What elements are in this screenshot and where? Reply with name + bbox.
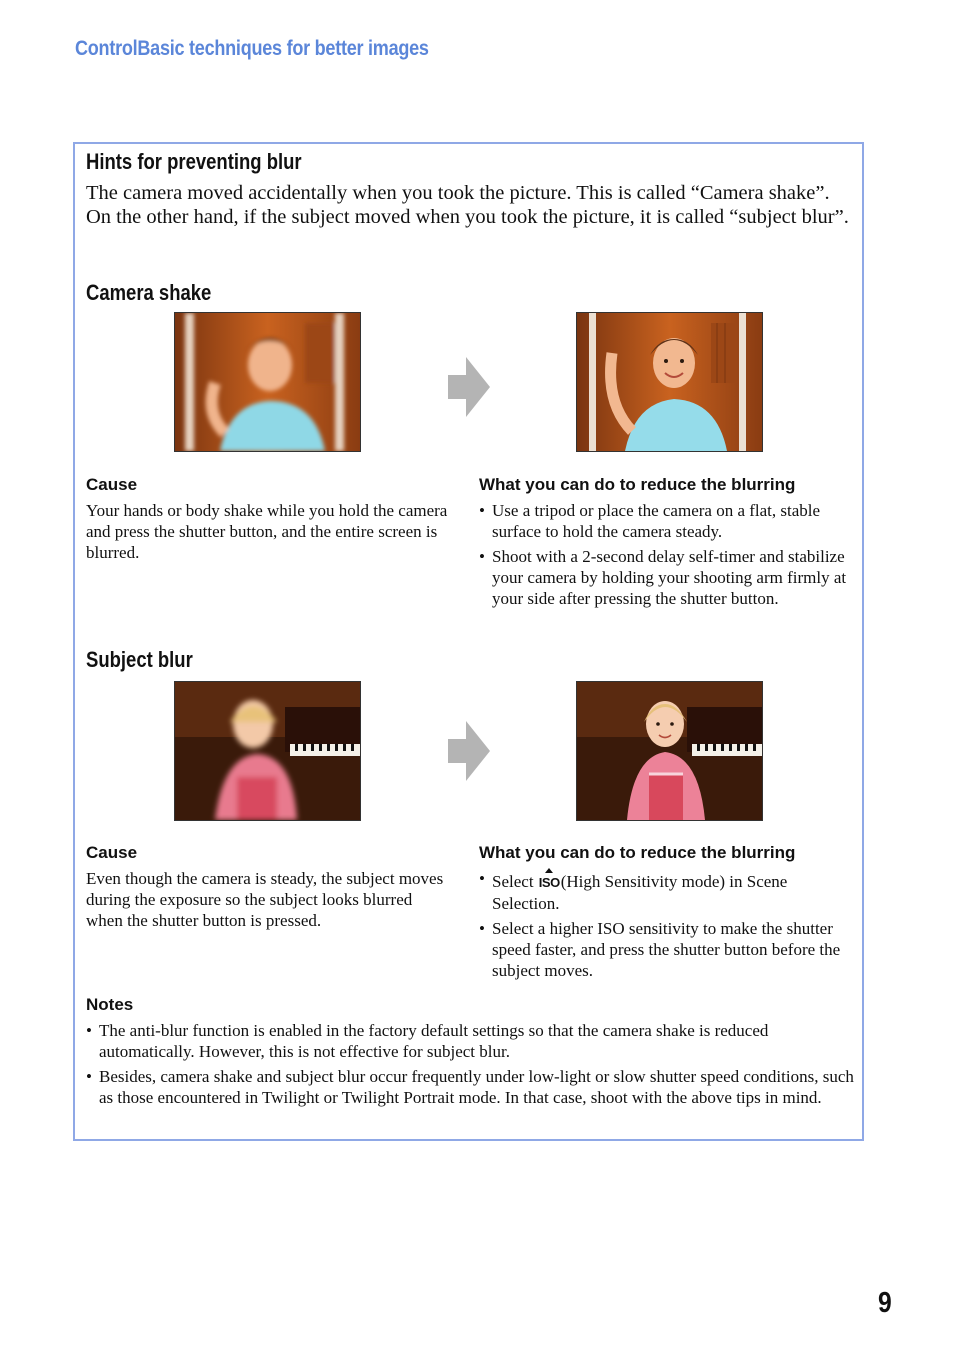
remedy-mode-text: (High Sensitivity mode) in Scene Selection.	[492, 872, 788, 913]
section-breadcrumb: ControlBasic techniques for better images	[75, 37, 429, 60]
camera-shake-remedy-list	[479, 500, 851, 613]
arrow-right-icon	[448, 721, 490, 781]
subject-blur-remedy-list	[479, 868, 845, 985]
remedy-select-text: Select	[492, 872, 534, 891]
notes-heading: Notes	[86, 995, 134, 1014]
hints-box	[73, 142, 864, 1141]
camera-shake-cause-text: Your hands or body shake while you hold the camera and press the shutter button, and the entire screen is blurred.	[86, 501, 448, 562]
camera-shake-heading: Camera shake	[86, 280, 212, 305]
box-title: Hints for preventing blur	[86, 149, 302, 174]
subject-blur-sharp-photo	[576, 681, 763, 821]
list-item: • Besides, camera shake and subject blur occur frequently under low-light or slow shutter speed conditions, such as those encountered in Twilight or Twilight Portrait mode. In that case, shoot with the above tips in mind.	[86, 1066, 856, 1108]
notes-list	[86, 1020, 856, 1112]
list-item: • Shoot with a 2-second delay self-timer and stabilize your camera by holding your shooting arm firmly at your side after pressing the shutter button.	[479, 546, 851, 609]
list-item	[479, 868, 845, 914]
list-item: • Select a higher ISO sensitivity to make the shutter speed faster, and press the shutter button before the subject moves.	[479, 918, 845, 981]
list-item: • Use a tripod or place the camera on a flat, stable surface to hold the camera steady.	[479, 500, 851, 542]
subject-blur-blurred-photo	[174, 681, 361, 821]
camera-shake-cause-heading: Cause	[86, 475, 138, 494]
camera-shake-remedy-heading: What you can do to reduce the blurring	[479, 475, 796, 494]
subject-blur-cause-heading: Cause	[86, 843, 138, 862]
subject-blur-heading: Subject blur	[86, 647, 193, 672]
arrow-right-icon	[448, 357, 490, 417]
list-item: • The anti-blur function is enabled in the factory default settings so that the camera shake is reduced automatically. However, this is not effective for subject blur.	[86, 1020, 856, 1062]
high-sensitivity-iso-icon: ISO	[539, 868, 560, 893]
page-number: 9	[878, 1287, 892, 1319]
camera-shake-sharp-photo	[576, 312, 763, 452]
intro-paragraph: The camera moved accidentally when you took the picture. This is called “Camera shake”. On the other hand, if the subject moved when you took the picture, it is called “subject blur”.	[86, 182, 849, 228]
subject-blur-cause-text: Even though the camera is steady, the subject moves during the exposure so the subject looks blurred when the shutter button is pressed.	[86, 869, 444, 930]
camera-shake-blurred-photo	[174, 312, 361, 452]
subject-blur-remedy-heading: What you can do to reduce the blurring	[479, 843, 796, 862]
